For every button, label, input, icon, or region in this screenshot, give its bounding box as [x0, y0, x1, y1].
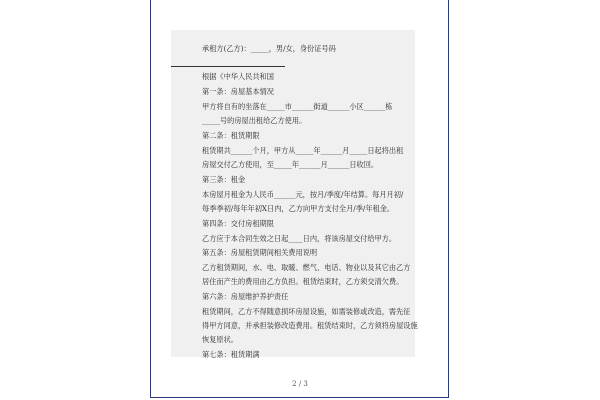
clause-6-text-2: 得甲方同意，并承担装修改造费用。租赁结束时，乙方须将房屋设施	[202, 321, 418, 330]
clause-4-heading: 第四条：交付房租期限	[202, 219, 274, 228]
clause-7-heading: 第七条：租赁期满	[202, 350, 260, 359]
legal-basis-line: 根据《中华人民共和国	[202, 72, 274, 81]
clause-1-text-1: 甲方将自有的坐落在_____市______街道______小区______栋	[202, 102, 393, 111]
clause-3-heading: 第三条：租金	[202, 175, 246, 184]
clause-1-heading: 第一条：房屋基本情况	[202, 87, 274, 96]
separator-rule	[171, 66, 285, 67]
clause-4-text-1: 乙方应于本合同生效之日起____日内，将该房屋交付给甲方。	[202, 234, 397, 243]
clause-5-text-1: 乙方租赁期间，水、电、取暖、燃气、电话、物业以及其它由乙方	[202, 263, 411, 272]
clause-5-heading: 第五条：房屋租赁期间相关费用说明	[202, 248, 318, 257]
contract-text-block	[171, 30, 418, 359]
clause-6-heading: 第六条：房屋维护养护责任	[202, 292, 289, 301]
clause-2-text-1: 租赁期共______个月，甲方从_____年______月_____日起将出租	[202, 146, 404, 155]
clause-1-text-2: _____号的房屋出租给乙方使用。	[202, 116, 307, 125]
page-number: 2 / 3	[292, 380, 308, 388]
clause-3-text-2: 每季季初/每年年初X日内，乙方向甲方支付全月/季/年租金。	[202, 204, 395, 213]
tenant-line: 承租方(乙方)：_____，男/女，身份证号码	[202, 44, 336, 53]
clause-6-text-3: 恢复原状。	[202, 335, 238, 344]
clause-6-text-1: 租赁期间，乙方不得随意损坏房屋设施，如需装修或改造，需先征	[202, 307, 411, 316]
clause-3-text-1: 本房屋月租金为人民币______元，按月/季度/年结算。每月月初/	[202, 190, 404, 199]
clause-5-text-2: 居住而产生的费用由乙方负担。租赁结束时，乙方须交清欠费。	[202, 277, 404, 286]
clause-2-heading: 第二条：租赁期限	[202, 131, 260, 140]
clause-2-text-2: 房屋交付乙方使用，至_____年______月______日收回。	[202, 160, 379, 169]
